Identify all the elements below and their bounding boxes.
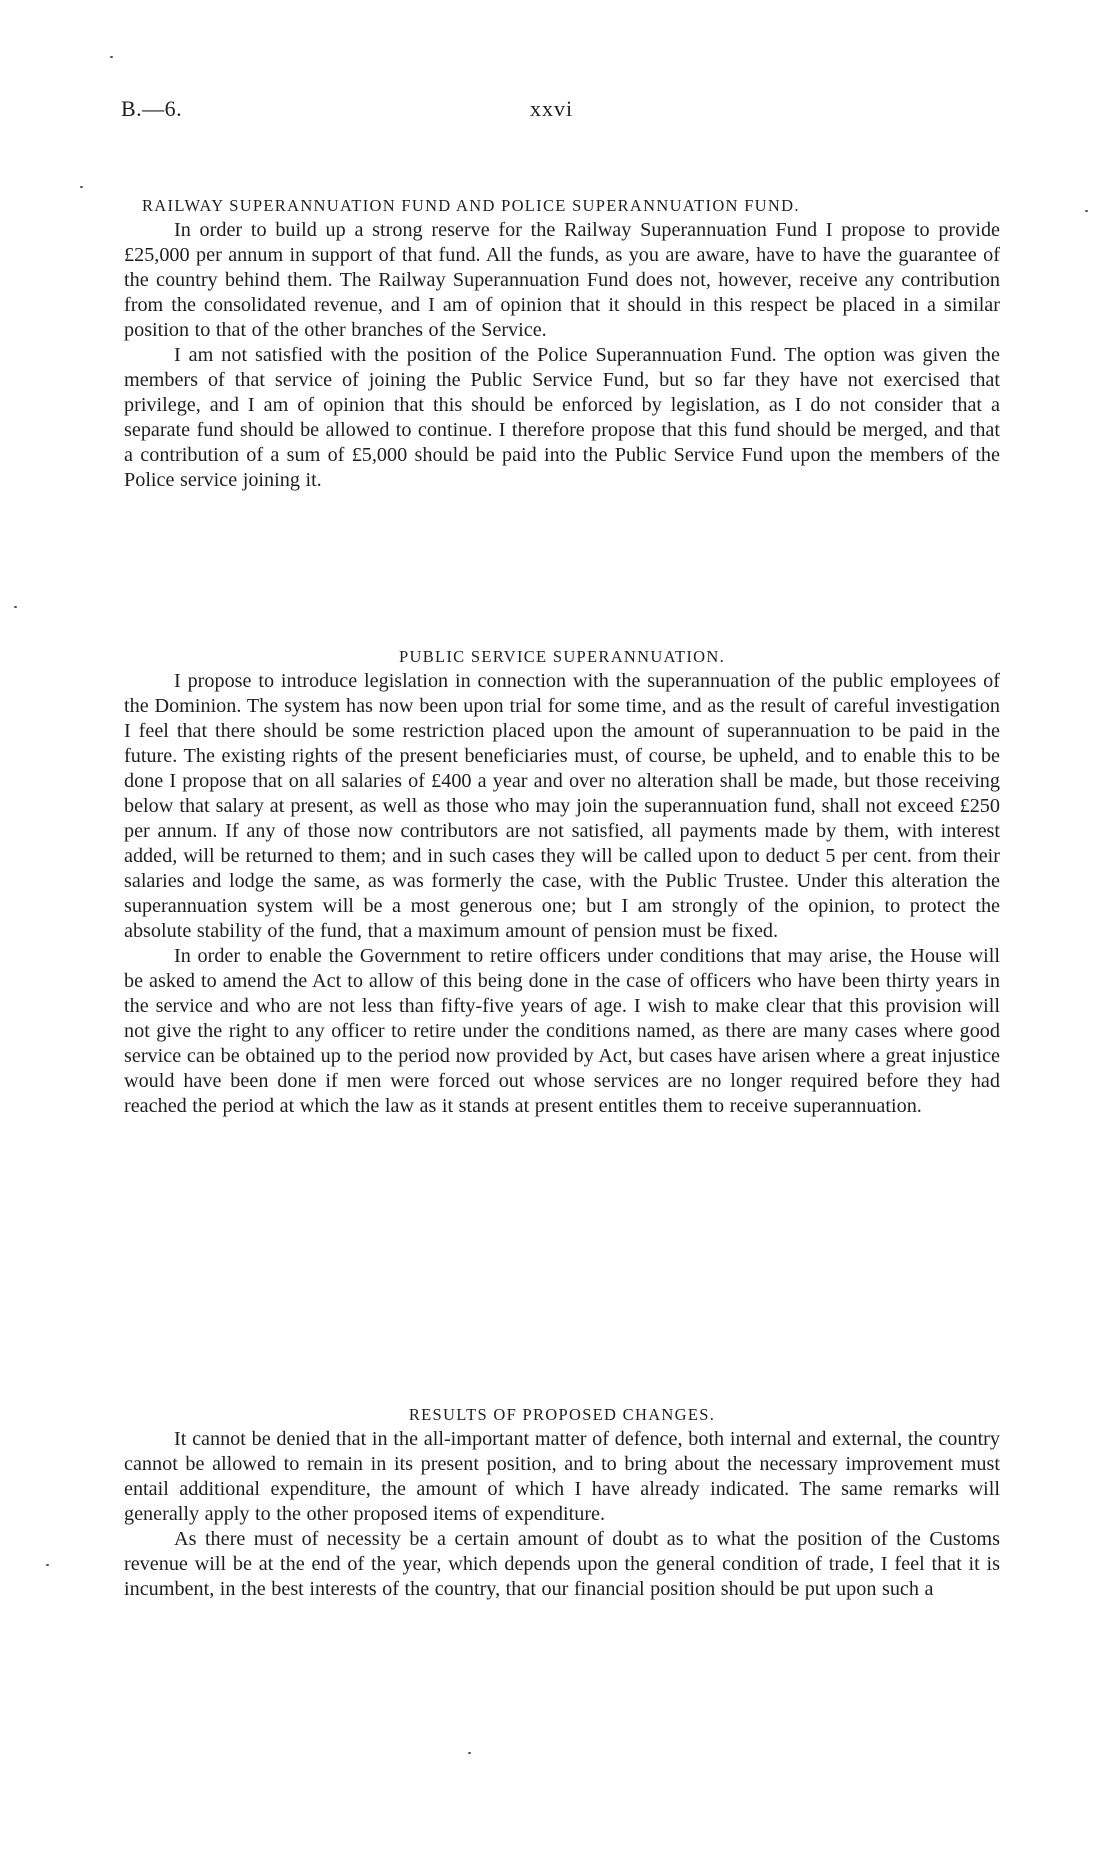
paragraph: As there must of necessity be a certain amount of doubt as to what the position of the Customs revenue will be at the end of the year, which depends upon the general condition of trade, I feel that it is incumbent, in the best interests of the country, that our financial position should be put upon such a xyxy=(124,1528,1000,1600)
scan-speck xyxy=(468,1752,471,1754)
scan-speck xyxy=(80,186,83,188)
section-public-service-superannuation xyxy=(124,647,1000,1119)
page-number: xxvi xyxy=(530,96,574,121)
section-railway-police-superannuation xyxy=(124,196,1000,493)
paragraph: In order to build up a strong reserve for the Railway Superannuation Fund I propose to provide £25,000 per annum in support of that fund. All the funds, as you are aware, have to have the guarantee of the country behind them. The Railway Superannuation Fund does not, however, receive any contribution from the consolidated revenue, and I am of opinion that it should in this respect be placed in a similar position to that of the other branches of the Service. xyxy=(124,219,1000,341)
scan-speck xyxy=(46,1564,49,1566)
paragraph: In order to enable the Government to retire officers under conditions that may arise, the House will be asked to amend the Act to allow of this being done in the case of officers who have been thirty years in the service and who are not less than fifty-five years of age. I wish to make clear that this provision will not give the right to any officer to retire under the conditions named, as there are many cases where good service can be obtained up to the period now provided by Act, but cases have arisen where a great injustice would have been done if men were forced out whose services are no longer required before they had reached the period at which the law as it stands at present entitles them to receive superannuation. xyxy=(124,945,1000,1117)
scan-speck xyxy=(14,606,17,608)
scan-speck xyxy=(1085,210,1088,212)
paragraph: It cannot be denied that in the all-important matter of defence, both internal and external, the country cannot be allowed to remain in its present position, and to bring about the necessary improvement must entail additional expenditure, the amount of which I have already indicated. The same remarks will generally apply to the other proposed items of expenditure. xyxy=(124,1428,1000,1525)
section-results-of-proposed-changes xyxy=(124,1405,1000,1602)
document-reference: B.—6. xyxy=(121,96,183,121)
section-heading: RESULTS OF PROPOSED CHANGES. xyxy=(408,1405,716,1424)
scan-speck xyxy=(110,56,113,58)
paragraph: I am not satisfied with the position of the Police Superannuation Fund. The option was given the members of that service of joining the Public Service Fund, but so far they have not exercised that privilege, and I am of opinion that this should be enforced by legislation, as I do not consider that a separate fund should be allowed to continue. I therefore propose that this fund should be merged, and that a contribution of a sum of £5,000 should be paid into the Public Service Fund upon the members of the Police service joining it. xyxy=(124,344,1000,491)
paragraph: I propose to introduce legislation in connection with the superannuation of the public employees of the Dominion. The system has now been upon trial for some time, and as the result of careful investigation I feel that there should be some restriction placed upon the amount of superannuation to be paid in the future. The existing rights of the present beneficiaries must, of course, be upheld, and to enable this to be done I propose that on all salaries of £400 a year and over no alteration shall be made, but those receiving below that salary at present, as well as those who may join the superannuation fund, shall not exceed £250 per annum. If any of those now contributors are not satisfied, all payments made by them, with interest added, will be returned to them; and in such cases they will be called upon to deduct 5 per cent. from their salaries and lodge the same, as was formerly the case, with the Public Trustee. Under this alteration the superannuation system will be a most generous one; but I am strongly of the opinion, to protect the absolute stability of the fund, that a maximum amount of pension must be fixed. xyxy=(124,670,1000,942)
section-heading: PUBLIC SERVICE SUPERANNUATION. xyxy=(399,647,725,666)
section-heading: RAILWAY SUPERANNUATION FUND AND POLICE SUPERANNUATION FUND. xyxy=(142,196,800,215)
